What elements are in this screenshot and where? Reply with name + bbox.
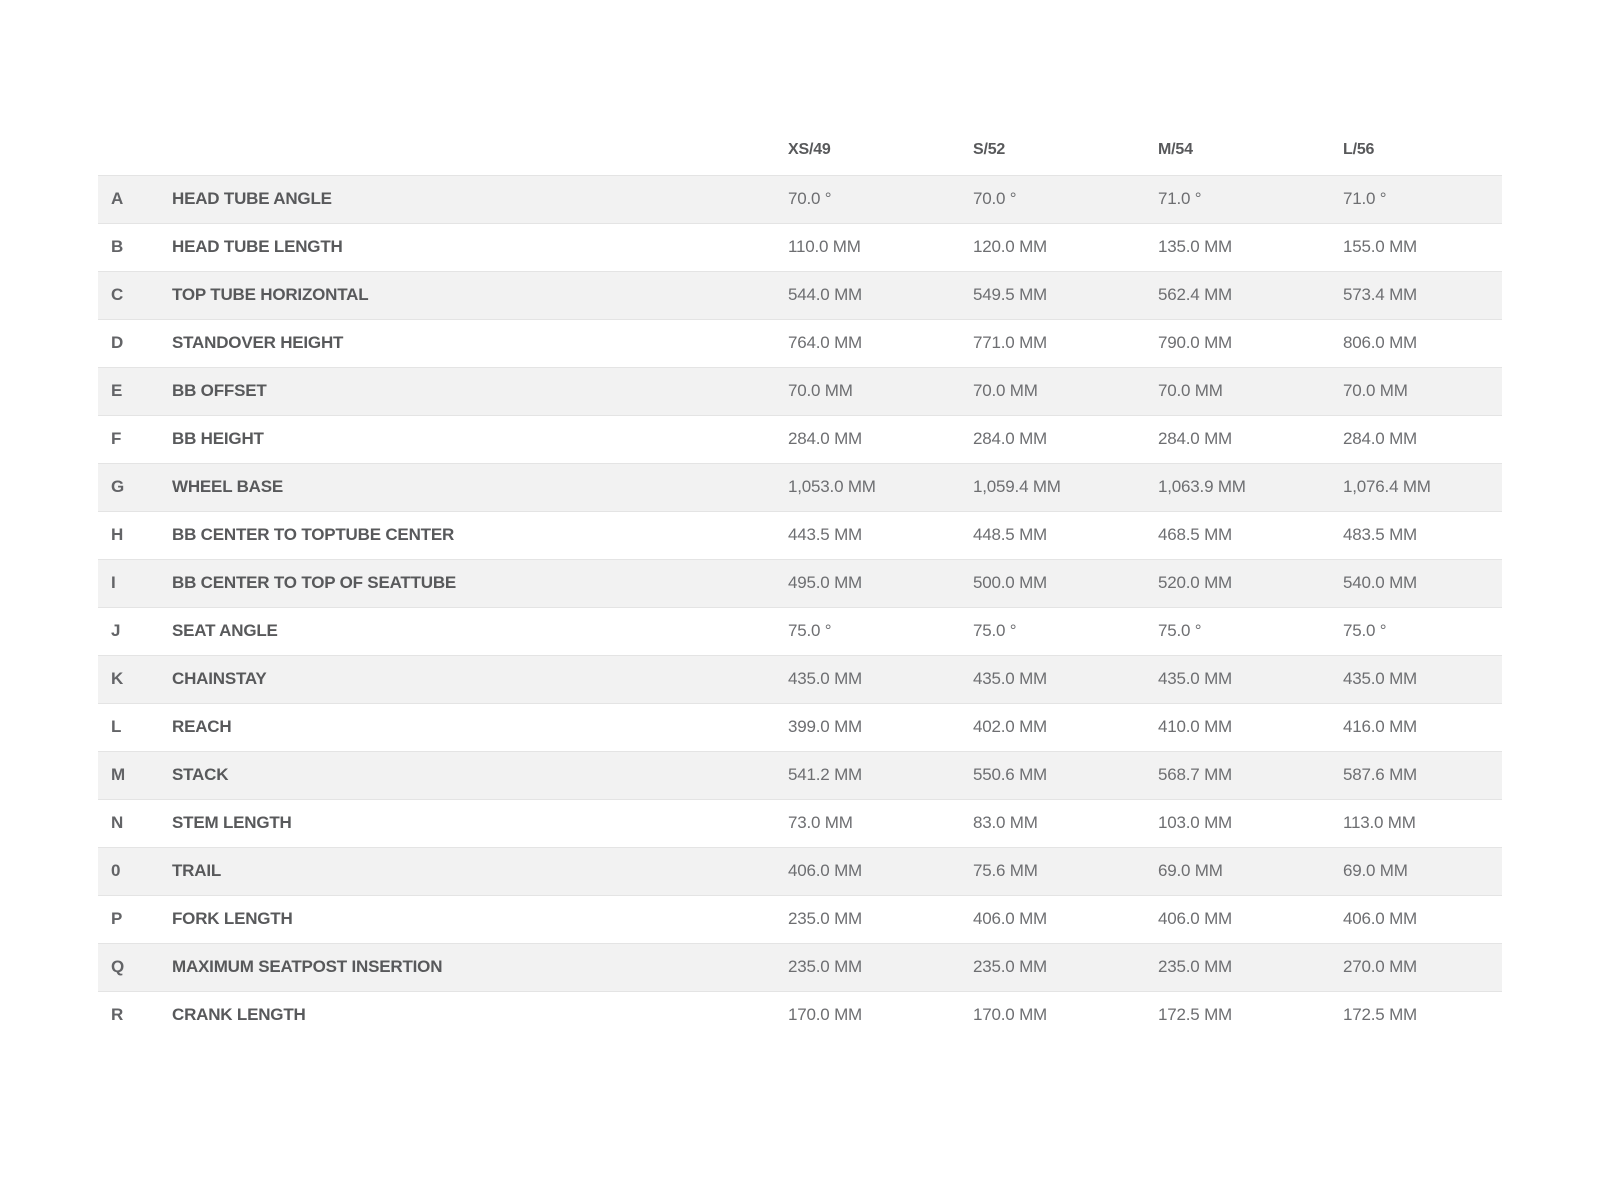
table-row [98,223,1502,271]
table-row [98,271,1502,319]
row-letter: H [111,525,124,544]
header-row [98,126,1502,175]
row-value: 448.5 MM [973,525,1047,544]
row-value: 443.5 MM [788,525,862,544]
row-value: 170.0 MM [973,1005,1047,1025]
row-measurement-label: SEAT ANGLE [172,621,278,640]
row-value: 406.0 MM [973,909,1047,928]
row-value: 520.0 MM [1158,573,1232,592]
row-value: 235.0 MM [788,957,862,976]
row-value: 806.0 MM [1343,333,1417,352]
row-letter: J [111,621,121,640]
row-value: 435.0 MM [1343,669,1417,688]
row-measurement-label: REACH [172,717,232,736]
row-value: 235.0 MM [973,957,1047,976]
row-value: 549.5 MM [973,285,1047,304]
row-value: 544.0 MM [788,285,862,304]
row-value: 1,076.4 MM [1343,477,1431,496]
row-measurement-label: BB OFFSET [172,381,267,400]
row-letter: L [111,717,122,736]
row-measurement-label: HEAD TUBE ANGLE [172,189,332,208]
table-row [98,511,1502,559]
row-value: 70.0 ° [788,189,832,208]
row-value: 435.0 MM [973,669,1047,688]
row-measurement-label: MAXIMUM SEATPOST INSERTION [172,957,443,976]
row-value: 83.0 MM [973,813,1038,832]
table-row [98,895,1502,943]
row-value: 573.4 MM [1343,285,1417,304]
table-row [98,607,1502,655]
row-value: 399.0 MM [788,717,862,736]
table-row [98,655,1502,703]
table-row [98,463,1502,511]
table-row [98,943,1502,991]
row-letter: P [111,909,123,928]
row-measurement-label: BB HEIGHT [172,429,264,448]
row-value: 402.0 MM [973,717,1047,736]
row-value: 75.0 ° [1158,621,1202,640]
row-measurement-label: HEAD TUBE LENGTH [172,237,343,256]
row-value: 235.0 MM [788,909,862,928]
size-column-header: S/52 [973,126,1158,175]
row-measurement-label: BB CENTER TO TOP OF SEATTUBE [172,573,457,592]
row-letter: B [111,237,124,256]
table-row [98,319,1502,367]
row-value: 435.0 MM [788,669,862,688]
table-row [98,367,1502,415]
row-value: 406.0 MM [1158,909,1232,928]
row-value: 562.4 MM [1158,285,1232,304]
row-letter: R [111,1005,124,1025]
row-letter: E [111,381,123,400]
row-value: 69.0 MM [1158,861,1223,880]
row-value: 1,059.4 MM [973,477,1061,496]
row-value: 410.0 MM [1158,717,1232,736]
row-value: 75.0 ° [973,621,1017,640]
row-letter: M [111,765,125,784]
row-value: 113.0 MM [1343,813,1416,832]
row-value: 764.0 MM [788,333,862,352]
row-value: 284.0 MM [1343,429,1417,448]
row-value: 70.0 MM [973,381,1038,400]
row-value: 69.0 MM [1343,861,1408,880]
row-value: 235.0 MM [1158,957,1232,976]
row-value: 70.0 MM [788,381,853,400]
table-row [98,415,1502,463]
table-row [98,175,1502,223]
row-value: 71.0 ° [1158,189,1202,208]
row-value: 587.6 MM [1343,765,1417,784]
row-measurement-label: STACK [172,765,229,784]
row-value: 172.5 MM [1343,1005,1417,1025]
table-row [98,751,1502,799]
row-value: 70.0 MM [1158,381,1223,400]
row-value: 75.6 MM [973,861,1038,880]
row-value: 406.0 MM [1343,909,1417,928]
table-row [98,559,1502,607]
row-value: 155.0 MM [1343,237,1417,256]
table-row [98,847,1502,895]
table-row [98,991,1502,1039]
geometry-table-container [98,126,1502,1039]
row-value: 135.0 MM [1158,237,1232,256]
row-letter: K [111,669,124,688]
row-value: 73.0 MM [788,813,853,832]
row-measurement-label: CHAINSTAY [172,669,267,688]
row-letter: N [111,813,124,832]
row-measurement-label: STEM LENGTH [172,813,292,832]
row-measurement-label: BB CENTER TO TOPTUBE CENTER [172,525,455,544]
row-value: 790.0 MM [1158,333,1232,352]
row-value: 75.0 ° [1343,621,1387,640]
row-value: 110.0 MM [788,237,861,256]
row-value: 284.0 MM [788,429,862,448]
row-value: 435.0 MM [1158,669,1232,688]
row-value: 495.0 MM [788,573,862,592]
row-value: 1,063.9 MM [1158,477,1246,496]
row-value: 468.5 MM [1158,525,1232,544]
row-value: 540.0 MM [1343,573,1417,592]
row-value: 568.7 MM [1158,765,1232,784]
row-value: 541.2 MM [788,765,862,784]
row-letter: A [111,189,124,208]
row-letter: D [111,333,124,352]
row-measurement-label: TRAIL [172,861,222,880]
row-value: 406.0 MM [788,861,862,880]
row-value: 71.0 ° [1343,189,1387,208]
table-body [98,175,1502,1039]
row-letter: F [111,429,122,448]
row-letter: Q [111,957,125,976]
row-measurement-label: STANDOVER HEIGHT [172,333,344,352]
row-value: 284.0 MM [1158,429,1232,448]
row-value: 771.0 MM [973,333,1047,352]
row-letter: 0 [111,861,121,880]
row-measurement-label: TOP TUBE HORIZONTAL [172,285,369,304]
row-value: 1,053.0 MM [788,477,876,496]
size-column-header: L/56 [1343,126,1502,175]
geometry-table [98,126,1502,1039]
row-value: 483.5 MM [1343,525,1417,544]
row-value: 416.0 MM [1343,717,1417,736]
row-value: 550.6 MM [973,765,1047,784]
row-value: 75.0 ° [788,621,832,640]
row-letter: G [111,477,125,496]
table-row [98,703,1502,751]
row-value: 172.5 MM [1158,1005,1232,1025]
size-column-header: M/54 [1158,126,1343,175]
size-column-header: XS/49 [788,126,973,175]
row-measurement-label: CRANK LENGTH [172,1005,306,1025]
row-value: 70.0 ° [973,189,1017,208]
row-value: 70.0 MM [1343,381,1408,400]
row-value: 500.0 MM [973,573,1047,592]
row-letter: C [111,285,124,304]
table-header [98,126,1502,175]
row-value: 270.0 MM [1343,957,1417,976]
header-spacer-letter [98,126,172,175]
row-value: 120.0 MM [973,237,1047,256]
row-value: 103.0 MM [1158,813,1232,832]
row-value: 170.0 MM [788,1005,862,1025]
table-row [98,799,1502,847]
row-value: 284.0 MM [973,429,1047,448]
row-measurement-label: FORK LENGTH [172,909,293,928]
row-measurement-label: WHEEL BASE [172,477,284,496]
header-spacer-label [172,126,788,175]
row-letter: I [111,573,116,592]
